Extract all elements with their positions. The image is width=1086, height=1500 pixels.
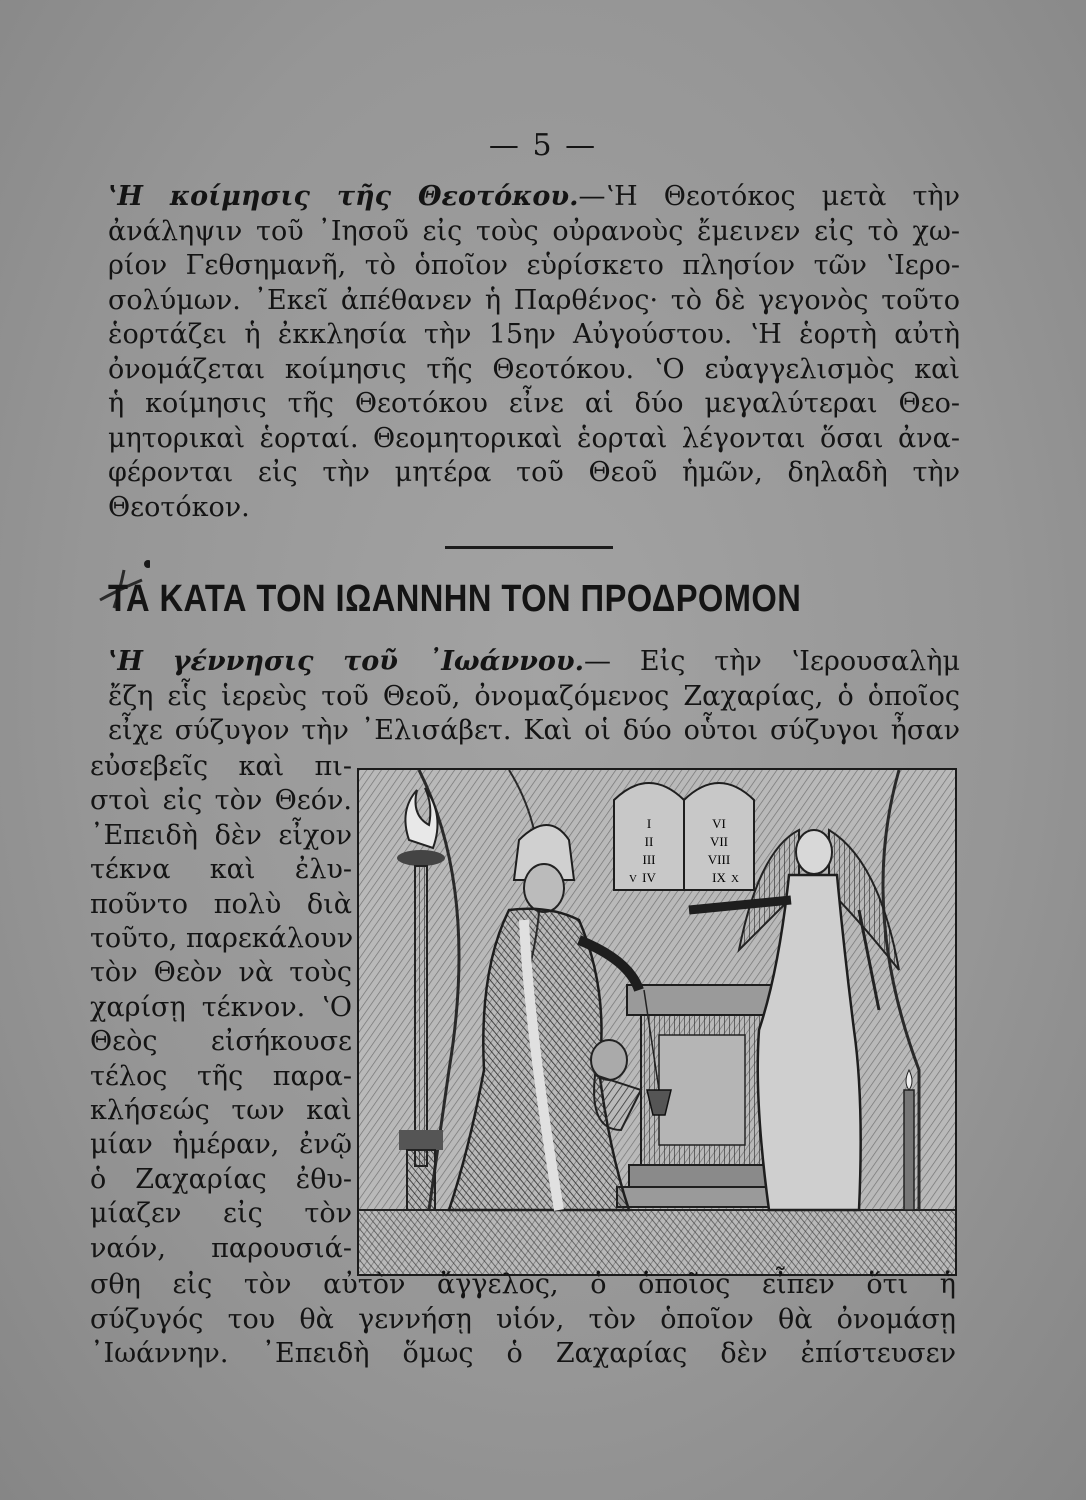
tablet-numeral: III bbox=[642, 852, 656, 867]
page-number: — 5 — bbox=[488, 128, 598, 163]
chapter-title: ΤΑ ΚΑΤΑ ΤΟΝ ΙΩΑΝΝΗΝ ΤΟΝ ΠΡΟΔΡΟΜΟΝ bbox=[108, 578, 802, 620]
text-line: ᾿Ιωάννην. ᾿Επειδὴ ὅμως ὁ Ζαχαρίας δὲν ἐπίστευσεν bbox=[90, 1338, 956, 1369]
text-line: ἡ κοίμησις τῆς Θεοτόκου εἶνε αἱ δύο μεγαλύτεραι Θεο- bbox=[108, 388, 960, 419]
tablet-numeral: V bbox=[629, 873, 637, 885]
closing-text bbox=[90, 1268, 956, 1372]
narrow-column-text bbox=[90, 750, 352, 1266]
text-line: σολύμων. ᾿Εκεῖ ἀπέθανεν ἡ Παρθένος· τὸ δὲ γεγονὸς τοῦτο bbox=[108, 284, 960, 316]
text-line: ὀνομάζεται κοίμησις τῆς Θεοτόκου. ʽΟ εὐαγγελισμὸς καὶ bbox=[108, 353, 960, 385]
text-line: ναόν, παρουσιά- bbox=[90, 1232, 352, 1264]
text-line: ἑορτάζει ἡ ἐκκλησία τὴν 15ην Αὐγούστου. ʽΗ ἑορτὴ αὐτὴ bbox=[108, 319, 960, 350]
text-line: ποῦντο πολὺ διὰ bbox=[90, 888, 352, 920]
text-line: μητορικαὶ ἑορταί. Θεομητορικαὶ ἑορταὶ λέγονται ὅσαι ἀνα- bbox=[108, 422, 960, 454]
text-line: σθη εἰς τὸν αὐτὸν ἄγγελος, ὁ ὁποῖος εἶπεν ὅτι ἡ bbox=[90, 1269, 956, 1300]
text-line: φέρονται εἰς τὴν μητέρα τοῦ Θεοῦ ἡμῶν, δηλαδὴ τὴν bbox=[108, 457, 960, 488]
tablet-numeral: X bbox=[731, 873, 739, 885]
text-line: κλήσεώς των καὶ bbox=[90, 1095, 352, 1127]
section-birth-first-line: ʽΗ γέννησις τοῦ ᾿Ιωάννου.— Εἰς τὴν ʽΙερουσαλὴμ bbox=[108, 646, 960, 677]
tablet-numeral: VIII bbox=[707, 852, 731, 867]
text-line: ᾿Επειδὴ δὲν εἶχον bbox=[90, 819, 352, 851]
text-line: χαρίσῃ τέκνον. ʽΟ bbox=[90, 991, 352, 1023]
tablet-numeral: II bbox=[644, 834, 654, 849]
tablet-numeral: I bbox=[646, 816, 652, 831]
engraving-zacharias-and-angel bbox=[357, 768, 957, 1276]
text-line: τέκνα καὶ ἐλυ- bbox=[90, 854, 352, 886]
tablet-numeral: VI bbox=[712, 816, 726, 831]
text-line: Θεὸς εἰσήκουσε bbox=[90, 1026, 352, 1058]
text-line: σύζυγός του θὰ γεννήσῃ υἱόν, τὸν ὁποῖον θὰ ὀνομάσῃ bbox=[90, 1303, 956, 1335]
text-line: ἔζη εἷς ἱερεὺς τοῦ Θεοῦ, ὀνομαζόμενος Ζαχαρίας, ὁ ὁποῖος bbox=[108, 680, 960, 712]
section-heading: ʽΗ κοίμησις τῆς Θεοτόκου. bbox=[108, 181, 579, 212]
section-dormition-first-line: ʽΗ κοίμησις τῆς Θεοτόκου.—ʽΗ Θεοτόκος μετὰ τὴν bbox=[108, 181, 960, 212]
text-line: μίαν ἡμέραν, ἐνῷ bbox=[90, 1129, 352, 1161]
text-line: εὐσεβεῖς καὶ πι- bbox=[90, 751, 352, 782]
tablet-numeral: IX bbox=[712, 870, 726, 885]
text-line: εἶχε σύζυγον τὴν ᾿Ελισάβετ. Καὶ οἱ δύο οὗτοι σύζυγοι ἦσαν bbox=[108, 715, 960, 746]
tablet-numeral: IV bbox=[642, 870, 656, 885]
text-line: τὸν Θεὸν νὰ τοὺς bbox=[90, 957, 352, 989]
text-line: Θεοτόκον. bbox=[108, 491, 250, 523]
text-line: τοῦτο, παρεκάλουν bbox=[90, 923, 354, 955]
section-dormition bbox=[108, 180, 960, 525]
section-divider bbox=[445, 546, 613, 549]
text-line: στοὶ εἰς τὸν Θεόν. bbox=[90, 785, 352, 817]
text-line: ὁ Ζαχαρίας ἐθυ- bbox=[90, 1163, 352, 1195]
section-heading: ʽΗ γέννησις τοῦ ᾿Ιωάννου. bbox=[108, 646, 585, 677]
text-line: ἀνάληψιν τοῦ ᾿Ιησοῦ εἰς τοὺς οὐρανοὺς ἔμεινεν εἰς τὸ χω- bbox=[108, 215, 960, 247]
section-birth-of-john bbox=[108, 645, 960, 749]
text-line: τέλος τῆς παρα- bbox=[90, 1060, 352, 1092]
text-line: ρίον Γεθσημανῆ, τὸ ὁποῖον εὑρίσκετο πλησίον τῶν ʽΙερο- bbox=[108, 250, 960, 281]
tablet-numeral: VII bbox=[709, 834, 729, 849]
text-line: μίαζεν εἰς τὸν bbox=[90, 1198, 352, 1230]
